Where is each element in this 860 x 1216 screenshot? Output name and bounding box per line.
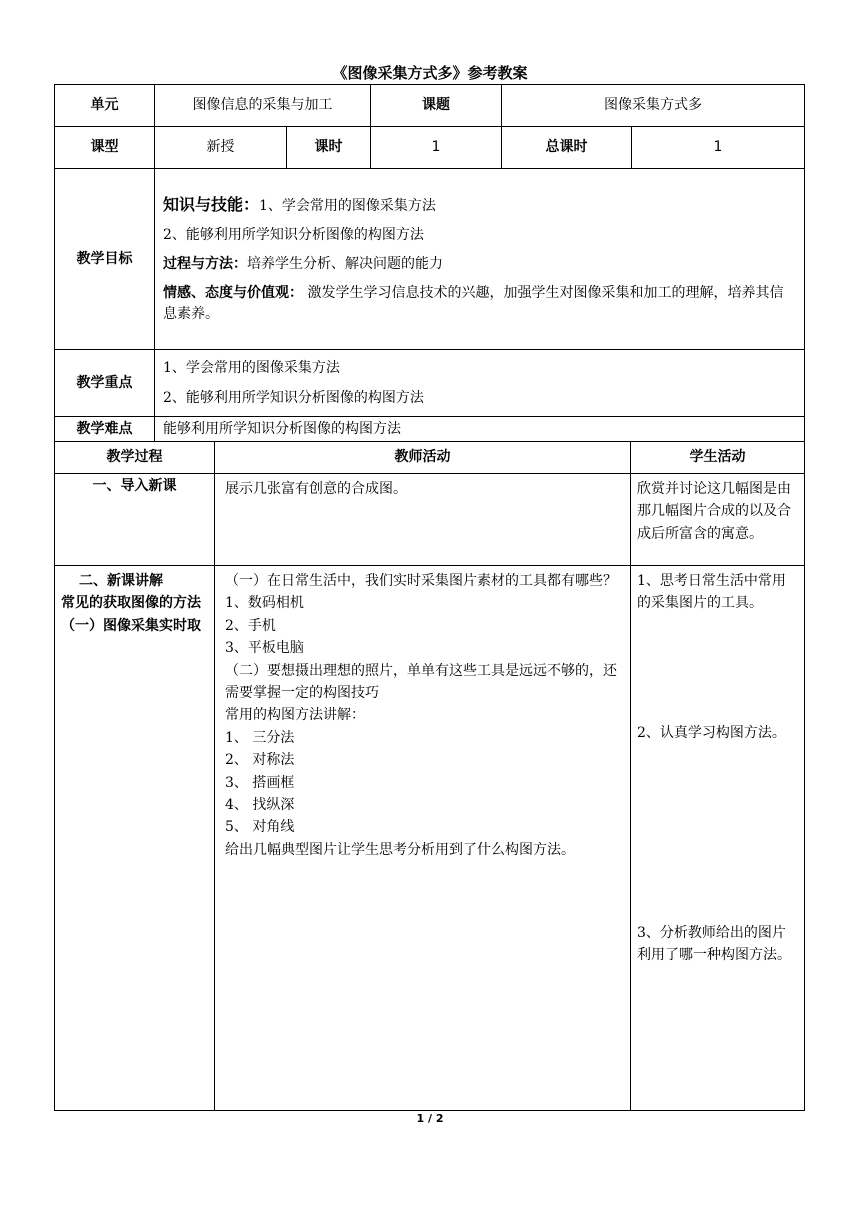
page-number: 1 / 2 (416, 1112, 444, 1125)
unit-value: 图像信息的采集与加工 (155, 85, 371, 127)
student-item: 1、思考日常生活中常用的采集图片的工具。 (637, 573, 786, 612)
teacher-line: 1、数码相机 (225, 595, 304, 612)
difficulty-label: 教学难点 (55, 417, 155, 442)
row-unit (55, 85, 805, 127)
total-label: 总课时 (502, 127, 632, 169)
difficulty-content: 能够利用所学知识分析图像的构图方法 (155, 417, 805, 442)
teacher-line: 3、 搭画框 (225, 774, 295, 791)
teacher-line: 1、 三分法 (225, 729, 295, 746)
stage-line: 二、新课讲解 (79, 573, 163, 589)
intro-teacher: 展示几张富有创意的合成图。 (215, 474, 631, 566)
lecture-student (631, 566, 805, 1111)
teacher-line: 2、 对称法 (225, 752, 295, 769)
process-header-row (55, 442, 805, 474)
intro-stage: 一、导入新课 (55, 474, 215, 566)
keypoint-item: 1、学会常用的图像采集方法 (163, 359, 340, 376)
period-value: 1 (371, 127, 502, 169)
goals-content (155, 169, 805, 350)
intro-student: 欣赏并讨论这几幅图是由那几幅图片合成的以及合成后所富含的寓意。 (631, 474, 805, 566)
goals-label: 教学目标 (55, 169, 155, 350)
lesson-info-table (54, 84, 805, 442)
unit-label: 单元 (55, 85, 155, 127)
student-item: 3、分析教师给出的图片利用了哪一种构图方法。 (637, 925, 791, 964)
teacher-line: 3、平板电脑 (225, 640, 304, 657)
type-label: 课型 (55, 127, 155, 169)
teacher-line: 常用的构图方法讲解： (225, 707, 365, 724)
row-keypoints (55, 350, 805, 417)
teacher-line: 5、 对角线 (225, 819, 295, 836)
total-value: 1 (632, 127, 805, 169)
teacher-line: 给出几幅典型图片让学生思考分析用到了什么构图方法。 (225, 841, 575, 858)
lecture-stage (55, 566, 215, 1111)
teacher-line: 4、 找纵深 (225, 796, 295, 813)
header-teacher: 教师活动 (215, 442, 631, 474)
process-row-lecture (55, 566, 805, 1111)
period-label: 课时 (287, 127, 371, 169)
teaching-process-table (54, 441, 805, 1111)
goal-knowledge-2: 2、能够利用所学知识分析图像的构图方法 (163, 227, 424, 243)
row-goals (55, 169, 805, 350)
keypoint-item: 2、能够利用所学知识分析图像的构图方法 (163, 390, 424, 406)
teacher-line: 2、手机 (225, 617, 276, 634)
stage-line: （一）图像采集实时取 (61, 617, 201, 634)
process-row-intro (55, 474, 805, 566)
header-student: 学生活动 (631, 442, 805, 474)
teacher-line: （一）在日常生活中，我们实时采集图片素材的工具都有哪些？ (225, 573, 617, 589)
stage-line: 常见的获取图像的方法 (61, 595, 201, 612)
goal-knowledge: 知识与技能：1、学会常用的图像采集方法 (163, 195, 436, 214)
header-process: 教学过程 (55, 442, 215, 474)
row-difficulty (55, 417, 805, 442)
document-title: 《图像采集方式多》参考教案 (332, 64, 528, 82)
goal-process: 过程与方法：培养学生分析、解决问题的能力 (163, 256, 443, 272)
type-value: 新授 (155, 127, 287, 169)
student-item: 2、认真学习构图方法。 (637, 725, 786, 741)
goal-emotion: 情感、态度与价值观： 激发学生学习信息技术的兴趣，加强学生对图像采集和加工的理解，培养其信息素养。 (163, 285, 784, 322)
lecture-teacher (215, 566, 631, 1111)
row-type (55, 127, 805, 169)
teacher-line: （二）要想摄出理想的照片，单单有这些工具是远远不够的，还需要掌握一定的构图技巧 (225, 662, 617, 701)
topic-value: 图像采集方式多 (502, 85, 805, 127)
keypoints-content (155, 350, 805, 417)
keypoints-label: 教学重点 (55, 350, 155, 417)
topic-label: 课题 (371, 85, 502, 127)
